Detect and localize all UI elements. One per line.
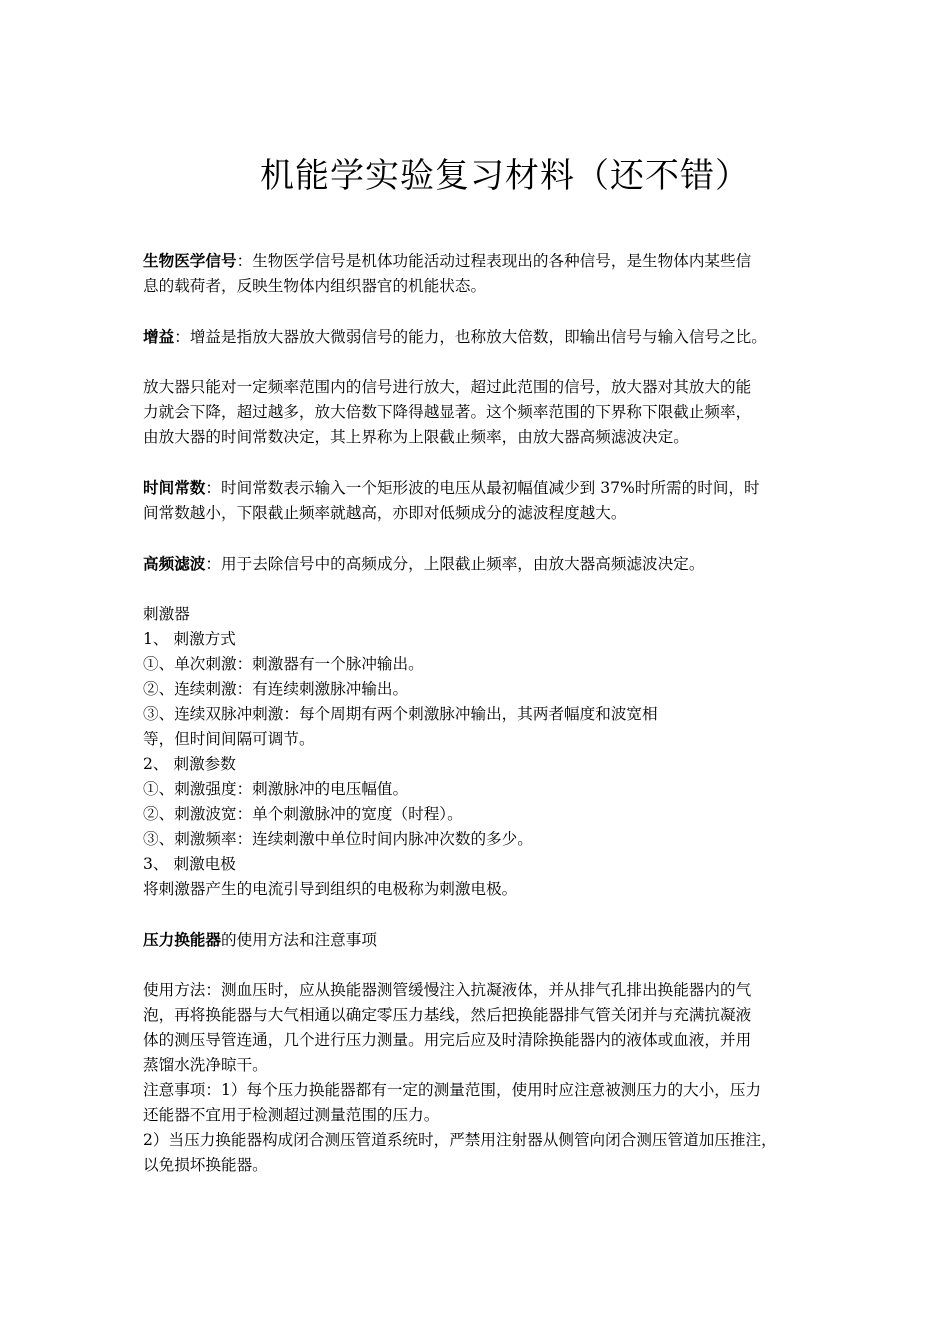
paragraph-gap	[143, 526, 815, 551]
paragraph-gap	[143, 299, 815, 324]
term-hf-filter: 高频滤波	[143, 554, 206, 573]
text-fragment: 的使用方法和注意事项	[220, 931, 377, 949]
paragraph-gap	[143, 350, 815, 375]
list-item: ③、连续双脉冲刺激：每个周期有两个刺激脉冲输出，其两者幅度和波宽相	[143, 705, 658, 723]
text-line: 间常数越小，下限截止频率就越高，亦即对低频成分的滤波程度越大。	[143, 504, 627, 522]
text-line: 以免损坏换能器。	[143, 1156, 268, 1174]
list-item: ①、刺激强度：刺激脉冲的电压幅值。	[143, 780, 409, 798]
text-fragment: 时间常数表示输入一个矩形波的电压从最初幅值减少到 37%时所需的时间，时	[221, 479, 760, 497]
text-fragment: 生物医学信号是机体功能活动过程表现出的各种信号，是生物体内某些信	[252, 252, 752, 270]
term-separator: ：	[236, 252, 253, 270]
text-line: 由放大器的时间常数决定，其上界称为上限截止频率，由放大器高频滤波决定。	[143, 428, 689, 446]
text-line	[143, 551, 815, 577]
section-transducer-usage	[143, 978, 815, 1178]
text-line: 息的载荷者，反映生物体内组织器官的机能状态。	[143, 277, 487, 295]
paragraph-time-constant	[143, 475, 815, 526]
term-biosignal: 生物医学信号	[143, 251, 237, 270]
section-heading	[143, 927, 815, 953]
text-fragment: 增益是指放大器放大微弱信号的能力，也称放大倍数，即输出信号与输入信号之比。	[189, 328, 767, 346]
term-separator: ：	[205, 555, 221, 573]
page-title: 机能学实验复习材料（还不错）	[260, 156, 750, 196]
section-transducer-heading	[143, 927, 815, 953]
list-item: 1、 刺激方式	[143, 630, 236, 648]
list-item: 2、 刺激参数	[143, 755, 236, 773]
paragraph-biosignal	[143, 248, 815, 299]
text-fragment: 用于去除信号中的高频成分，上限截止频率，由放大器高频滤波决定。	[221, 555, 705, 573]
list-item: 等，但时间间隔可调节。	[143, 730, 315, 748]
paragraph-hf-filter	[143, 551, 815, 577]
paragraph-amplifier	[143, 375, 815, 450]
text-line: 蒸馏水洗净晾干。	[143, 1056, 268, 1074]
term-separator: ：	[205, 479, 221, 497]
text-line: 注意事项：1）每个压力换能器都有一定的测量范围，使用时应注意被测压力的大小，压力	[143, 1081, 762, 1099]
list-item: ②、连续刺激：有连续刺激脉冲输出。	[143, 680, 409, 698]
text-line: 2）当压力换能器构成闭合测压管道系统时，严禁用注射器从侧管向闭合测压管道加压推注，	[143, 1131, 777, 1149]
paragraph-gap	[143, 902, 815, 927]
document-body	[143, 248, 815, 1178]
text-line: 还能器不宜用于检测超过测量范围的压力。	[143, 1106, 440, 1124]
text-line	[143, 248, 815, 274]
paragraph-gap	[143, 450, 815, 475]
text-line: 使用方法：测血压时，应从换能器测管缓慢注入抗凝液体，并从排气孔排出换能器内的气	[143, 981, 752, 999]
list-item: ②、刺激波宽：单个刺激脉冲的宽度（时程）。	[143, 805, 463, 823]
list-item: 将刺激器产生的电流引导到组织的电极称为刺激电极。	[143, 880, 518, 898]
paragraph-gap	[143, 953, 815, 978]
paragraph-gain	[143, 324, 815, 350]
section-heading: 刺激器	[143, 605, 190, 623]
text-line: 放大器只能对一定频率范围内的信号进行放大，超过此范围的信号，放大器对其放大的能	[143, 378, 752, 396]
list-item: 3、 刺激电极	[143, 855, 236, 873]
text-line: 体的测压导管连通，几个进行压力测量。用完后应及时清除换能器内的液体或血液，并用	[143, 1031, 752, 1049]
section-stimulator	[143, 602, 815, 902]
text-line: 力就会下降，超过越多，放大倍数下降得越显著。这个频率范围的下界称下限截止频率，	[143, 403, 752, 421]
term-time-constant: 时间常数	[143, 478, 206, 497]
paragraph-gap	[143, 577, 815, 602]
term-gain: 增益	[143, 327, 175, 346]
text-line	[143, 324, 815, 350]
text-line: 泡，再将换能器与大气相通以确定零压力基线，然后把换能器排气管关闭并与充满抗凝液	[143, 1006, 752, 1024]
text-line	[143, 475, 815, 501]
list-item: ①、单次刺激：刺激器有一个脉冲输出。	[143, 655, 424, 673]
term-transducer: 压力换能器	[143, 930, 221, 949]
list-item: ③、刺激频率：连续刺激中单位时间内脉冲次数的多少。	[143, 830, 533, 848]
term-separator: ：	[174, 328, 190, 346]
